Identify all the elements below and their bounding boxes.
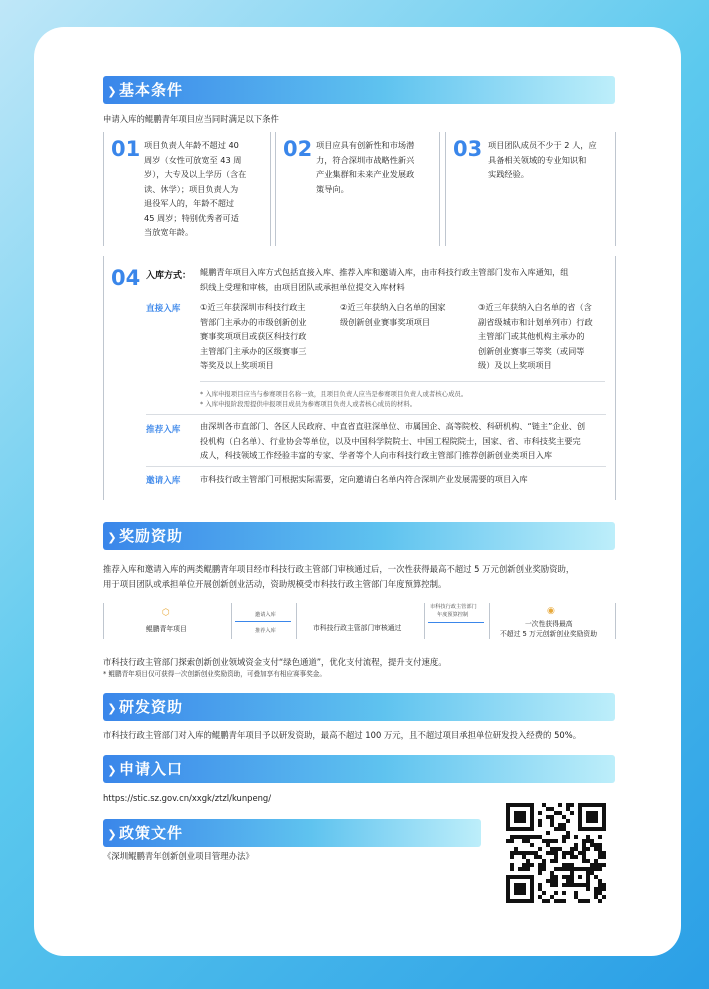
- flow-review-box: [296, 603, 425, 639]
- divider: [146, 466, 606, 467]
- chevron-right-icon: ❯: [107, 531, 117, 544]
- divider: [146, 414, 606, 415]
- condition-number: 02: [283, 137, 313, 161]
- flow-path-invite: 邀请入库: [255, 612, 276, 618]
- flow-arrow: [428, 622, 484, 623]
- section-title: 基本条件: [119, 81, 184, 99]
- flow-result-box: [489, 603, 616, 639]
- entry-method-label: 入库方式：: [146, 271, 192, 281]
- flow-budget-1: 市科技行政主管部门: [430, 604, 477, 610]
- condition-number: 01: [111, 137, 141, 161]
- direct-entry-col-3: ③近三年获纳入白名单的省（含 副省级城市和计划单列市）行政 主管部门或其他机构主承办的 创新创业赛事三等奖（或同等 级）及以上奖项项目: [478, 302, 593, 370]
- award-note: * 鲲鹏青年项目仅可获得一次创新创业奖励资助，可叠加享有相应赛事奖金。: [103, 670, 326, 678]
- recommend-entry-label: 推荐入库: [146, 425, 181, 435]
- entry-method-text-1: 鲲鹏青年项目入库方式包括直接入库、推荐入库和邀请入库，由市科技行政主管部门发布入库通知，组: [200, 267, 569, 277]
- chevron-right-icon: ❯: [107, 828, 117, 841]
- divider: [200, 381, 605, 382]
- section-header-award: [103, 522, 615, 550]
- chevron-right-icon: ❯: [107, 702, 117, 715]
- flow-path-recommend: 推荐入库: [255, 628, 276, 634]
- condition-text: 项目负责人年龄不超过 40 周岁（女性可放宽至 43 周 岁），大专及以上学历（含在 读、休学）；项目负责人为 退役军人的，年龄不超过 45 周岁；特别优秀者可适 当放宽年龄。: [144, 140, 247, 237]
- condition-box-01: [103, 132, 271, 246]
- flow-start-box: [103, 603, 232, 639]
- shield-icon: ⬡: [162, 608, 170, 618]
- condition-text: 项目应具有创新性和市场潜 力，符合深圳市战略性新兴 产业集群和未来产业发展政 策导向。: [316, 140, 415, 194]
- section-title: 申请入口: [119, 760, 184, 778]
- flow-budget-2: 年度预算控制: [437, 612, 469, 618]
- section-title: 政策文件: [119, 824, 184, 842]
- direct-entry-note-1: * 入库申报项目应当与参赛项目名称一致，且项目负责人应当是参赛项目负责人或者核心成员。: [200, 390, 468, 398]
- section-header-rd: [103, 693, 615, 721]
- condition-number: 03: [453, 137, 483, 161]
- award-text-2: 用于项目团队或承担单位开展创新创业活动，资助规模受市科技行政主管部门年度预算控制。: [103, 579, 447, 589]
- award-text-1: 推荐入库和邀请入库的两类鲲鹏青年项目经市科技行政主管部门审核通过后，一次性获得最高不超过 5 万元创新创业奖励资助，: [103, 564, 575, 574]
- chevron-right-icon: ❯: [107, 85, 117, 98]
- direct-entry-col-1: ①近三年获深圳市科技行政主 管部门主承办的市级创新创业 赛事奖项项目或获区科技行政 主管部门主承办的区级赛事三 等奖及以上奖项项目: [200, 302, 307, 370]
- chevron-right-icon: ❯: [107, 764, 117, 777]
- section-header-basic: [103, 76, 615, 104]
- basic-intro: 申请入库的鲲鹏青年项目应当同时满足以下条件: [103, 114, 279, 124]
- condition-box-02: [275, 132, 440, 246]
- flow-result-label-2: 不超过 5 万元创新创业奖励资助: [500, 630, 598, 638]
- flow-result-label-1: 一次性获得最高: [525, 620, 573, 628]
- flow-start-label: 鲲鹏青年项目: [146, 625, 187, 633]
- invite-entry-text: 市科技行政主管部门可根据实际需要，定向邀请白名单内符合深圳产业发展需要的项目入库: [200, 474, 528, 484]
- condition-box-03: [445, 132, 616, 246]
- medal-icon: ◉: [547, 606, 555, 616]
- flow-review-label: 市科技行政主管部门审核通过: [313, 624, 402, 632]
- direct-entry-label: 直接入库: [146, 304, 181, 314]
- invite-entry-label: 邀请入库: [146, 476, 181, 486]
- direct-entry-note-2: * 入库申报阶段需提供申报项目成员为参赛项目负责人或者核心成员的材料。: [200, 400, 417, 408]
- rd-text: 市科技行政主管部门对入库的鲲鹏青年项目予以研发资助，最高不超过 100 万元，且不超过项目承担单位研发投入经费的 50%。: [103, 730, 582, 740]
- direct-entry-col-2: ②近三年获纳入白名单的国家 级创新创业赛事奖项项目: [340, 302, 446, 327]
- policy-doc-link[interactable]: 《深圳鲲鹏青年创新创业项目管理办法》: [103, 851, 254, 861]
- section-header-policy: [103, 819, 481, 847]
- section-title: 研发资助: [119, 698, 184, 716]
- qr-code-image: [506, 803, 606, 903]
- condition-text: 项目团队成员不少于 2 人，应 具备相关领域的专业知识和 实践经验。: [488, 140, 597, 179]
- section-title: 奖励资助: [119, 527, 184, 545]
- entry-method-text-2: 织线上受理和审核，由项目团队或承担单位提交入库材料: [200, 282, 405, 292]
- apply-url-link[interactable]: https://stic.sz.gov.cn/xxgk/ztzl/kunpeng/: [103, 793, 272, 803]
- recommend-entry-text: 由深圳各市直部门、各区人民政府、中直省直驻深单位、市属国企、高等院校、科研机构、“链主”企业、创 投机构（白名单）、行业协会等单位，以及中国科学院院士、中国工程院院士，国家、省、市科技奖主要完 成人，科技领域工作经验丰富的专家、学者等个人向市科技行政主管部门推荐创新创业类项目入库: [200, 421, 586, 460]
- award-after-text: 市科技行政主管部门探索创新创业领域资金支付“绿色通道”，优化支付流程，提升支付速度。: [103, 657, 447, 667]
- section-header-apply: [103, 755, 615, 783]
- condition-number: 04: [111, 266, 141, 290]
- flow-arrow: [235, 621, 291, 622]
